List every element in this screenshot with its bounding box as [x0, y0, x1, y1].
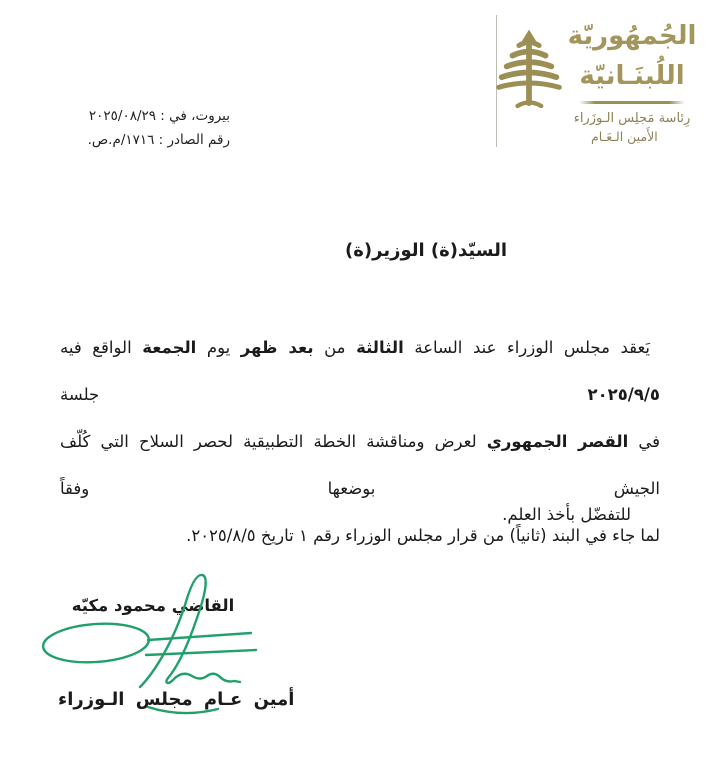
signature-scribble	[30, 565, 270, 720]
letterhead	[497, 12, 699, 146]
republic-calligraphy-block	[565, 12, 699, 146]
body-line-3: لما جاء في البند (ثانياً) من قرار مجلس الوزراء رقم ١ تاريخ ٢٠٢٥/٨/٥.	[186, 526, 660, 545]
body-line-2: في القصر الجمهوري لعرض ومناقشة الخطة التطبيقية لحصر السلاح التي كُلّف الجيش بوضعها وفقاً	[60, 432, 660, 498]
authority-caption: رِئاسة مَجلِس الـوزَراء	[573, 111, 691, 126]
addressee-line: السيّد(ة) الوزير(ة)	[345, 240, 507, 261]
cedar-block	[497, 12, 565, 146]
body-line-1: يَعقد مجلس الوزراء عند الساعة الثالثة من بعد ظهر يوم الجمعة الواقع فيه ٢٠٢٥/٩/٥ جلسة	[60, 338, 660, 404]
republic-name	[565, 12, 699, 96]
signer-title: أمين عـام مجلس الـوزراء	[58, 689, 295, 710]
letter-meta	[38, 104, 230, 152]
closing-line: للتفضّل بأخذ العلم.	[502, 505, 631, 524]
lebanese-cedar-icon	[493, 28, 565, 112]
letterhead-divider	[579, 101, 685, 104]
signer-name: القاضي محمود مكيّه	[71, 596, 235, 615]
date-line: بيروت، في : ٢٠٢٥/٠٨/٢٩	[88, 108, 230, 124]
office-caption: الأَمين الـعَـام	[591, 129, 658, 144]
reference-number-line: رقم الصادر : ١٧١٦/م.ص.	[87, 132, 230, 148]
republic-name-line1: الجُمهُوريّة	[567, 21, 697, 51]
republic-name-line2: اللُبنَـانيّة	[579, 61, 685, 91]
letterhead-crest	[497, 12, 699, 146]
